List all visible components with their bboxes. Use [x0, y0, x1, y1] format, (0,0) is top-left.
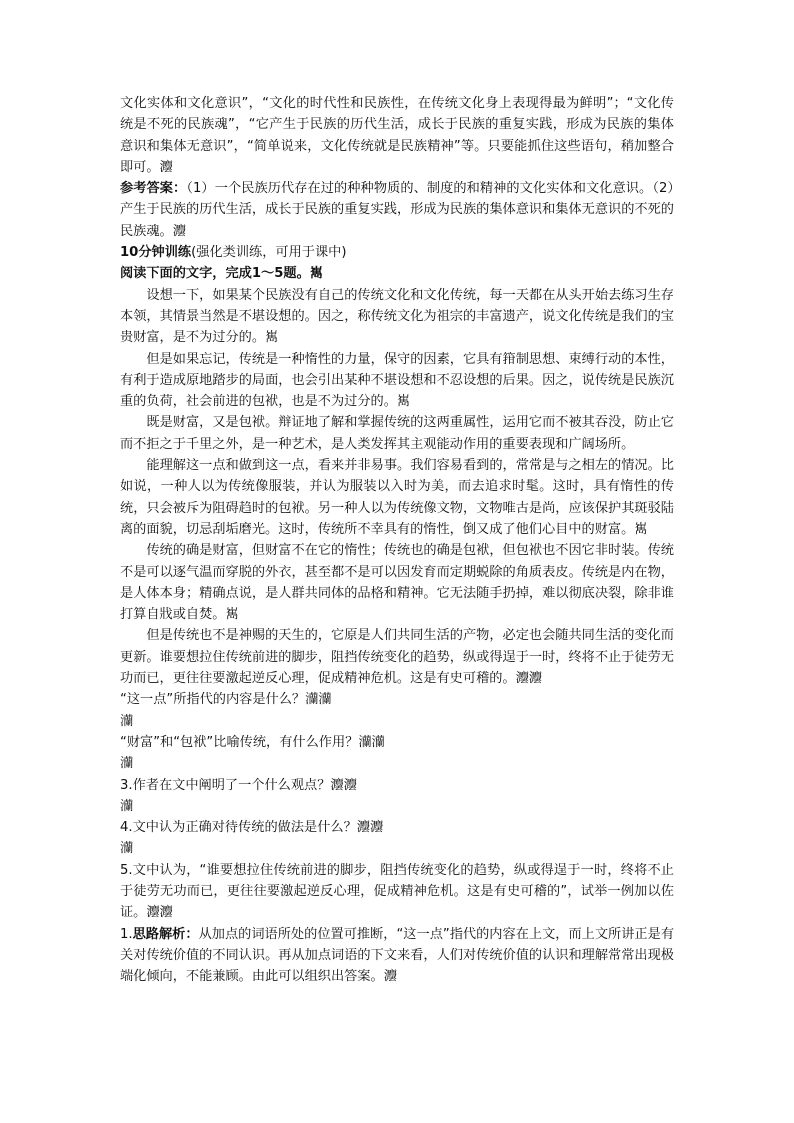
- passage-paragraph: 传统的确是财富，但财富不在它的惰性；传统也的确是包袱，但包袱也不因它非时装。传统不是可以逐气温而穿脱的外衣，甚至都不是可以因发育而定期蜕除的角质表皮。传统是内在物，是人体本身；精确点说，是人群共同体的品格和精神。它无法随手扔掉，难以彻底决裂，除非谁打算自戕或自焚。嶲: [120, 543, 674, 623]
- analysis-number: 1.: [120, 926, 133, 942]
- question-1: “这一点”所指代的内容是什么？灡灡: [120, 692, 332, 708]
- passage-paragraph: 但是如果忘记，传统是一种惰性的力量，保守的因素，它具有箝制思想、束缚行动的本性，有利于造成原地踏步的局面，也会引出某种不堪设想和不忍设想的后果。因之，说传统是民族沉重的负荷，社会前进的包袱，也是不为过分的。嶲: [120, 351, 674, 410]
- reference-answer-text: （1）一个民族历代存在过的种种物质的、制度的和精神的文化实体和文化意识。（2）产生于民族的历代生活，成长于民族的重复实践，形成为民族的集体意识和集体无意识的不死的民族魂。灋: [120, 181, 675, 239]
- passage-paragraph: 能理解这一点和做到这一点，看来并非易事。我们容易看到的，常常是与之相左的情况。比如说，一种人以为传统像服装，并认为服装以入时为美，而去追求时髦。这时，具有惰性的传统，只会被斥为阻碍趋时的包袱。另一种人以为传统像文物，文物唯古是尚，应该保护其斑驳陆离的面貌，切忌刮垢磨光。这时，传统所不幸具有的惰性，倒又成了他们心目中的财富。嶲: [120, 458, 674, 537]
- training-note: (强化类训练，可用于课中): [191, 245, 347, 261]
- passage-paragraph: 设想一下，如果某个民族没有自己的传统文化和文化传统，每一天都在从头开始去练习生存本领，其情景当然是不堪设想的。因之，称传统文化为祖宗的丰富遗产，说文化传统是我们的宝贵财富，是不为过分的。嶲: [120, 287, 674, 346]
- answer-space-1: 灡: [120, 713, 134, 729]
- question-5: 5.文中认为，“谁要想拉住传统前进的脚步，阻挡传统变化的趋势，纵或得逞于一时，终将不止于徒劳无功而已，更往往要激起逆反心理，促成精神危机。这是有史可稽的”，试举一例加以佐证。灋灋: [120, 862, 674, 921]
- passage-paragraph: 既是财富，又是包袱。辩证地了解和掌握传统的这两重属性，运用它而不被其吞没，防止它而不拒之于千里之外，是一种艺术，是人类发挥其主观能动作用的重要表现和广阔场所。: [120, 415, 674, 452]
- passage-paragraph: 但是传统也不是神赐的天生的，它原是人们共同生活的产物，必定也会随共同生活的变化而更新。谁要想拉住传统前进的脚步，阻挡传统变化的趋势，纵或得逞于一时，终将不止于徒劳无功而已，更往往要激起逆反心理，促成精神危机。这是有史可稽的。灋灋: [120, 628, 674, 687]
- analysis-paragraph: [120, 924, 674, 988]
- training-title: 10分钟训练: [120, 245, 192, 261]
- analysis-text: 从加点的词语所处的位置可推断，“这一点”指代的内容在上文，而上文所讲正是有关对传统价值的不同认识。再从加点词语的下文来看，人们对传统价值的认识和理解常常出现极端化倾向，不能兼顾。由此可以组织出答案。灋: [120, 926, 675, 985]
- document-body: [120, 93, 674, 987]
- answer-space-3: 灡: [120, 798, 134, 814]
- intro-paragraph: 文化实体和文化意识”，“文化的时代性和民族性，在传统文化身上表现得最为鲜明”；“文化传统是不死的民族魂”，“它产生于民族的历代生活，成长于民族的重复实践，形成为民族的集体意识和集体无意识”，“简单说来，文化传统就是民族精神”等。只要能抓住这些语句，稍加整合即可。灋: [120, 96, 674, 175]
- reading-instruction: 阅读下面的文字，完成1～5题。嶲: [120, 266, 323, 282]
- reference-answer: [120, 178, 674, 242]
- analysis-label: 思路解析：: [132, 926, 199, 942]
- question-2: “财富”和“包袱”比喻传统，有什么作用？灡灡: [120, 734, 385, 750]
- question-4: 4.文中认为正确对待传统的做法是什么？灋灋: [120, 820, 384, 836]
- reference-answer-label: 参考答案：: [120, 181, 187, 197]
- answer-space-2: 灡: [120, 756, 134, 772]
- training-heading: [120, 242, 674, 263]
- question-3: 3.作者在文中阐明了一个什么观点？灋灋: [120, 777, 357, 793]
- answer-space-4: 灡: [120, 841, 134, 857]
